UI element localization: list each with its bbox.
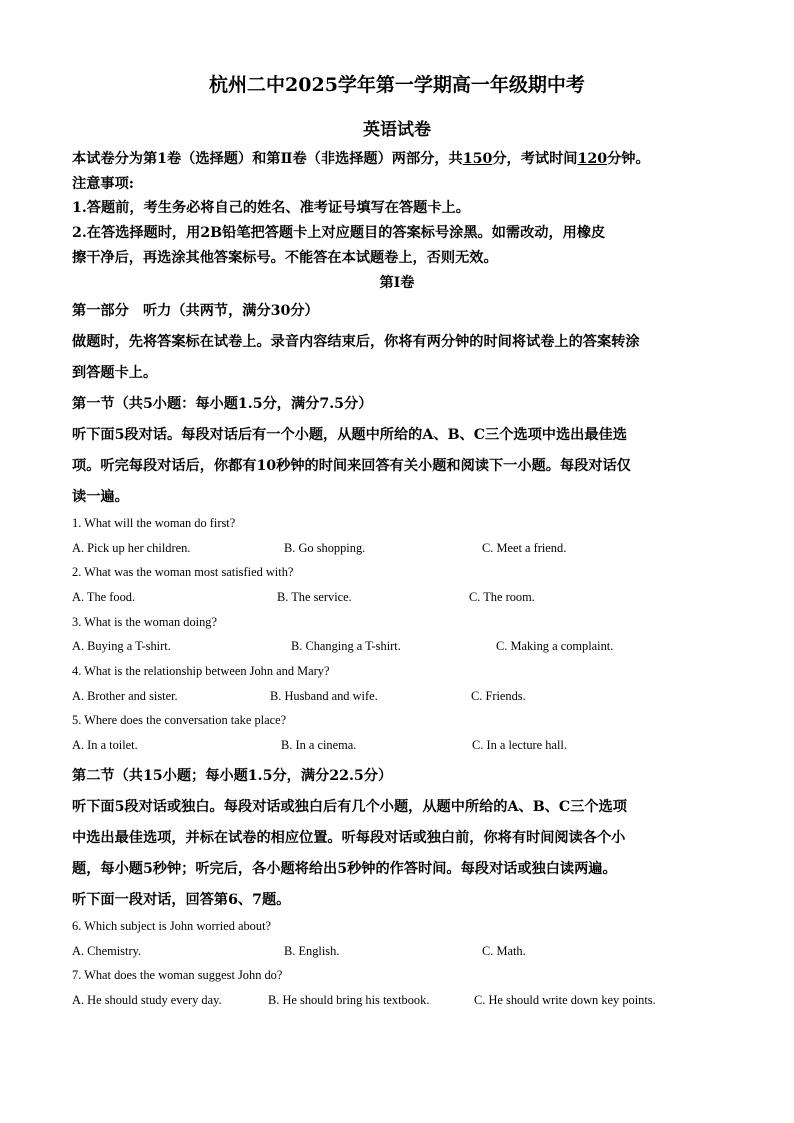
question-6: 6. Which subject is John worried about? xyxy=(72,919,272,933)
notes-heading: 注意事项: xyxy=(72,176,134,192)
section1-heading: 第一节（共5小题：每小题1.5分，满分7.5分） xyxy=(72,396,373,412)
total-score: 150 xyxy=(462,151,493,167)
question-2: 2. What was the woman most satisfied with? xyxy=(72,565,294,579)
question-1-option-a: A. Pick up her children. xyxy=(72,541,191,555)
question-4-option-a: A. Brother and sister. xyxy=(72,689,178,703)
question-3-option-c: C. Making a complaint. xyxy=(496,639,614,653)
section1-instruction-line-2: 项。听完每段对话后，你都有10秒钟的时间来回答有关小题和阅读下一小题。每段对话仅 xyxy=(72,458,631,474)
note-item-2-line-2: 擦干净后，再选涂其他答案标号。不能答在本试题卷上，否则无效。 xyxy=(72,250,498,266)
question-5: 5. Where does the conversation take place? xyxy=(72,713,287,727)
section1-instruction-line-1: 听下面5段对话。每段对话后有一个小题，从题中所给的A、B、C三个选项中选出最佳选 xyxy=(72,427,627,443)
question-1-option-b: B. Go shopping. xyxy=(284,541,366,555)
question-1: 1. What will the woman do first? xyxy=(72,516,236,530)
question-5-option-a: A. In a toilet. xyxy=(72,738,138,752)
volume-title: 第I卷 xyxy=(379,275,415,291)
part1-instruction-line-1: 做题时，先将答案标在试卷上。录音内容结束后，你将有两分钟的时间将试卷上的答案转涂 xyxy=(72,334,640,350)
intro-text-c: 分钟。 xyxy=(607,151,650,167)
exam-title: 杭州二中2025学年第一学期高一年级期中考 xyxy=(209,74,585,96)
note-item-2-line-1: 2.在答选择题时，用2B铅笔把答题卡上对应题目的答案标号涂黑。如需改动，用橡皮 xyxy=(72,225,606,241)
exam-time: 120 xyxy=(577,151,608,167)
section1-instruction-line-3: 读一遍。 xyxy=(72,489,129,505)
question-7-option-b: B. He should bring his textbook. xyxy=(268,993,430,1007)
intro-text-a: 本试卷分为第1卷（选择题）和第Ⅱ卷（非选择题）两部分，共 xyxy=(72,151,463,167)
question-6-option-b: B. English. xyxy=(284,944,340,958)
intro-line xyxy=(72,148,650,168)
question-3-option-a: A. Buying a T-shirt. xyxy=(72,639,171,653)
question-1-option-c: C. Meet a friend. xyxy=(482,541,567,555)
question-4: 4. What is the relationship between John and Mary? xyxy=(72,664,330,678)
part1-heading: 第一部分 听力（共两节，满分30分） xyxy=(72,303,319,319)
section2-heading: 第二节（共15小题；每小题1.5分，满分22.5分） xyxy=(72,768,393,784)
question-2-option-a: A. The food. xyxy=(72,590,136,604)
question-7-option-a: A. He should study every day. xyxy=(72,993,222,1007)
part1-instruction-line-2: 到答题卡上。 xyxy=(72,365,158,381)
question-7-option-c: C. He should write down key points. xyxy=(474,993,656,1007)
question-6-option-c: C. Math. xyxy=(482,944,526,958)
intro-text-b: 分，考试时间 xyxy=(492,151,578,167)
question-3-option-b: B. Changing a T-shirt. xyxy=(291,639,401,653)
question-2-option-b: B. The service. xyxy=(277,590,352,604)
question-7: 7. What does the woman suggest John do? xyxy=(72,968,283,982)
question-3: 3. What is the woman doing? xyxy=(72,615,217,629)
section2-sub-instruction: 听下面一段对话，回答第6、7题。 xyxy=(72,892,291,908)
note-item-1: 1.答题前，考生务必将自己的姓名、准考证号填写在答题卡上。 xyxy=(72,200,470,216)
question-4-option-b: B. Husband and wife. xyxy=(270,689,378,703)
section2-instruction-line-3: 题，每小题5秒钟；听完后，各小题将给出5秒钟的作答时间。每段对话或独白读两遍。 xyxy=(72,861,617,877)
question-5-option-b: B. In a cinema. xyxy=(281,738,357,752)
question-2-option-c: C. The room. xyxy=(469,590,535,604)
question-4-option-c: C. Friends. xyxy=(471,689,526,703)
section2-instruction-line-1: 听下面5段对话或独白。每段对话或独白后有几个小题，从题中所给的A、B、C三个选项 xyxy=(72,799,627,815)
question-5-option-c: C. In a lecture hall. xyxy=(472,738,567,752)
section2-instruction-line-2: 中选出最佳选项，并标在试卷的相应位置。听每段对话或独白前，你将有时间阅读各个小 xyxy=(72,830,626,846)
question-6-option-a: A. Chemistry. xyxy=(72,944,142,958)
exam-subtitle: 英语试卷 xyxy=(363,120,431,140)
